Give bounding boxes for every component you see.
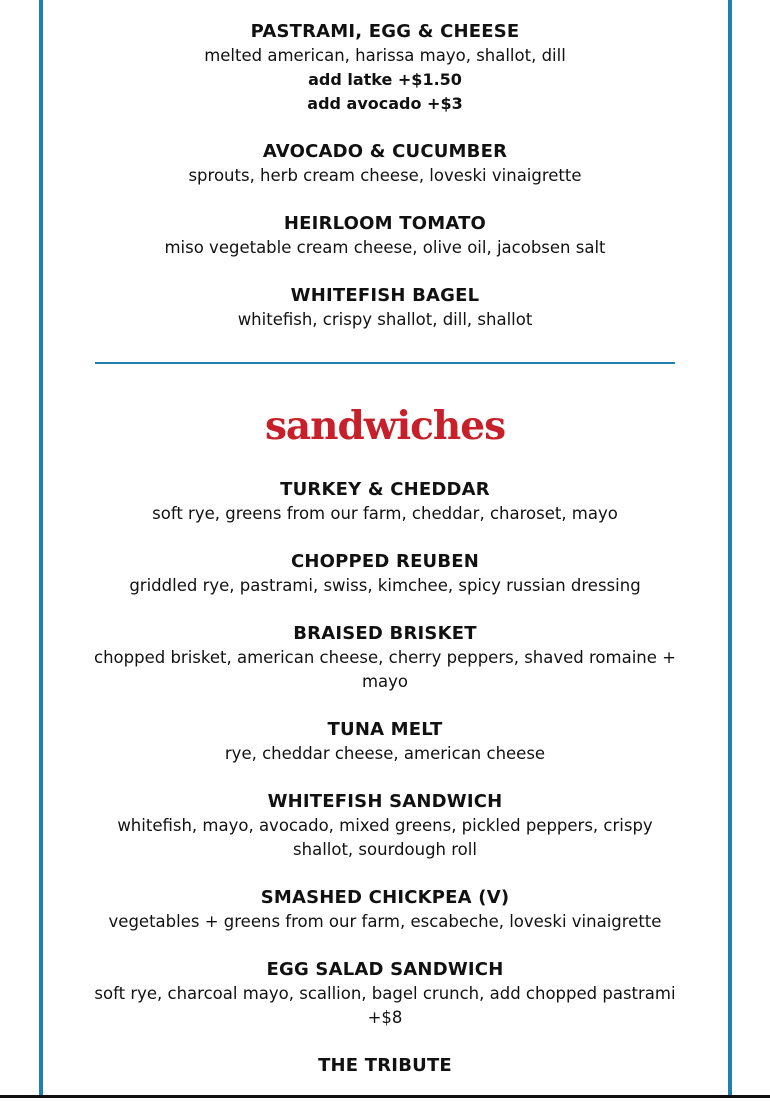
menu-item-braised-brisket	[85, 622, 685, 694]
item-name: WHITEFISH SANDWICH	[267, 791, 503, 812]
item-description: soft rye, greens from our farm, cheddar, charoset, mayo	[152, 504, 618, 523]
item-description: melted american, harissa mayo, shallot, dill	[204, 46, 566, 65]
item-name: CHOPPED REUBEN	[290, 551, 480, 572]
menu-item-whitefish-sandwich	[85, 790, 685, 862]
item-name: SMASHED CHICKPEA (V)	[260, 887, 510, 908]
menu-item-chopped-reuben	[85, 550, 685, 598]
menu-border-right	[728, 0, 732, 1098]
item-description: whitefish, mayo, avocado, mixed greens, pickled peppers, crispy shallot, sourdough roll	[117, 816, 653, 859]
section-title-sandwiches: sandwiches	[264, 403, 506, 449]
menu-item-smashed-chickpea	[85, 886, 685, 934]
item-description: miso vegetable cream cheese, olive oil, jacobsen salt	[164, 238, 606, 257]
item-name: TURKEY & CHEDDAR	[280, 479, 490, 500]
menu-item-egg-salad-sandwich	[85, 958, 685, 1030]
item-name: PASTRAMI, EGG & CHEESE	[250, 21, 520, 42]
item-name: EGG SALAD SANDWICH	[266, 959, 504, 980]
item-name: THE TRIBUTE	[318, 1055, 452, 1076]
menu-content	[85, 20, 685, 1102]
item-description: sprouts, herb cream cheese, loveski vinaigrette	[188, 166, 582, 185]
menu-item-the-tribute	[85, 1054, 685, 1078]
menu-item-avocado-cucumber	[85, 140, 685, 188]
menu-item-turkey-cheddar	[85, 478, 685, 526]
item-addon: add avocado +$3	[307, 94, 463, 113]
item-description: rye, cheddar cheese, american cheese	[224, 744, 546, 763]
item-name: HEIRLOOM TOMATO	[283, 213, 487, 234]
item-name: TUNA MELT	[327, 719, 443, 740]
menu-border-left	[39, 0, 43, 1098]
item-description: chopped brisket, american cheese, cherry peppers, shaved romaine + mayo	[94, 648, 676, 691]
item-addon: add latke +$1.50	[308, 70, 462, 89]
item-name: AVOCADO & CUCUMBER	[262, 141, 508, 162]
item-description: griddled rye, pastrami, swiss, kimchee, spicy russian dressing	[129, 576, 641, 595]
menu-item-whitefish-bagel	[85, 284, 685, 332]
item-description: soft rye, charcoal mayo, scallion, bagel crunch, add chopped pastrami +$8	[94, 984, 676, 1027]
section-divider	[95, 362, 675, 364]
menu-item-tuna-melt	[85, 718, 685, 766]
item-name: WHITEFISH BAGEL	[290, 285, 480, 306]
item-name: BRAISED BRISKET	[293, 623, 477, 644]
menu-item-heirloom-tomato	[85, 212, 685, 260]
item-description: whitefish, crispy shallot, dill, shallot	[237, 310, 533, 329]
menu-item-pastrami-egg-cheese	[85, 20, 685, 116]
item-description: vegetables + greens from our farm, escabeche, loveski vinaigrette	[108, 912, 662, 931]
